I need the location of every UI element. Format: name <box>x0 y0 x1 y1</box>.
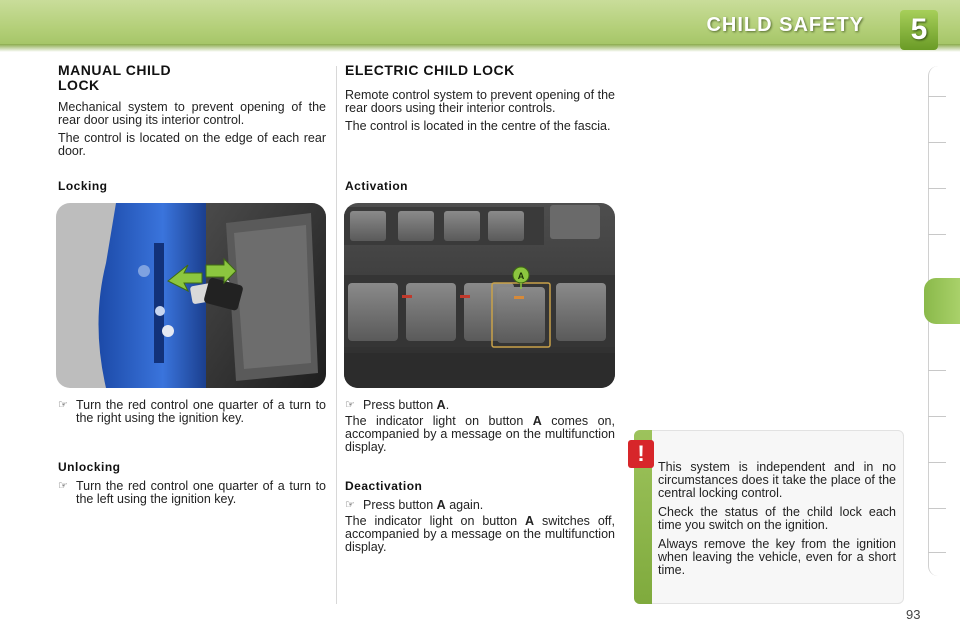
chapter-tab-active[interactable] <box>924 278 960 324</box>
activation-step-end: . <box>445 398 450 412</box>
column-divider <box>336 66 337 604</box>
section-heading: MANUAL CHILD LOCK <box>58 62 172 93</box>
button-letter: A <box>525 514 535 528</box>
pointing-finger-icon: ☞ <box>58 399 68 411</box>
result-text: comes on, accompanied by a message on the multifunction display. <box>345 414 615 454</box>
deactivation-step-end: again. <box>449 498 484 512</box>
warning-paragraph: Check the status of the child lock each time you switch on the ignition. <box>658 505 896 532</box>
activation-result <box>345 415 615 454</box>
intro-paragraph: The control is located in the centre of the fascia. <box>345 119 611 133</box>
chapter-tab[interactable] <box>928 552 946 553</box>
chapter-tab[interactable] <box>928 234 946 235</box>
exclamation-icon: ! <box>628 440 654 468</box>
button-letter: A <box>532 414 542 428</box>
deactivation-instructions <box>345 499 615 554</box>
warning-paragraph: Always remove the key from the ignition when leaving the vehicle, even for a short time. <box>658 537 896 577</box>
result-text: The indicator light on button <box>345 414 524 428</box>
activation-step: Press button <box>363 398 434 412</box>
intro-paragraph: Remote control system to prevent opening of the rear doors using their interior controls. <box>345 88 615 115</box>
list-item <box>345 399 615 412</box>
deactivation-result <box>345 515 615 554</box>
pointing-finger-icon: ☞ <box>58 480 68 492</box>
locking-step: Turn the red control one quarter of a turn to the right using the ignition key. <box>76 398 326 425</box>
rear-door-lock-photo <box>56 203 326 388</box>
warning-paragraph: This system is independent and in no circumstances does it take the place of the central locking control. <box>658 460 896 500</box>
header-shadow <box>0 44 960 52</box>
pointing-finger-icon: ☞ <box>345 499 355 511</box>
page-title: CHILD SAFETY <box>706 14 864 36</box>
chapter-tab[interactable] <box>928 142 946 143</box>
intro-paragraph: Mechanical system to prevent opening of the rear door using its interior control. <box>58 100 326 127</box>
list-item <box>345 499 615 512</box>
list-item <box>58 399 326 425</box>
result-text: The indicator light on button <box>345 514 518 528</box>
list-item <box>58 480 326 506</box>
locking-instructions <box>58 399 326 425</box>
fascia-switch-photo <box>344 203 615 388</box>
subheading-activation: Activation <box>345 179 409 193</box>
fascia-illustration <box>344 203 615 388</box>
electric-child-lock-section <box>345 63 615 133</box>
warning-text <box>658 461 896 583</box>
subheading-locking: Locking <box>58 179 108 193</box>
unlocking-step: Turn the red control one quarter of a turn to the left using the ignition key. <box>76 479 326 506</box>
chapter-tab[interactable] <box>928 96 946 97</box>
subheading-unlocking: Unlocking <box>58 460 121 474</box>
pointing-finger-icon: ☞ <box>345 399 355 411</box>
manual-child-lock-section <box>58 63 326 158</box>
activation-instructions <box>345 399 615 454</box>
rear-door-illustration <box>56 203 326 388</box>
section-heading: ELECTRIC CHILD LOCK <box>345 62 515 78</box>
button-letter: A <box>436 398 446 412</box>
button-a-label: A <box>517 271 525 281</box>
chapter-tab[interactable] <box>928 416 946 417</box>
unlocking-instructions <box>58 480 326 506</box>
chapter-tab[interactable] <box>928 188 946 189</box>
page-number: 93 <box>906 607 921 622</box>
button-letter: A <box>436 498 446 512</box>
subheading-deactivation: Deactivation <box>345 479 423 493</box>
chapter-tab[interactable] <box>928 508 946 509</box>
chapter-tab[interactable] <box>928 370 946 371</box>
result-text: switches off, accompanied by a message on the multifunction display. <box>345 514 615 554</box>
intro-paragraph: The control is located on the edge of each rear door. <box>58 131 326 158</box>
chapter-badge: 5 <box>900 10 938 50</box>
deactivation-step: Press button <box>363 498 434 512</box>
chapter-tab[interactable] <box>928 462 946 463</box>
